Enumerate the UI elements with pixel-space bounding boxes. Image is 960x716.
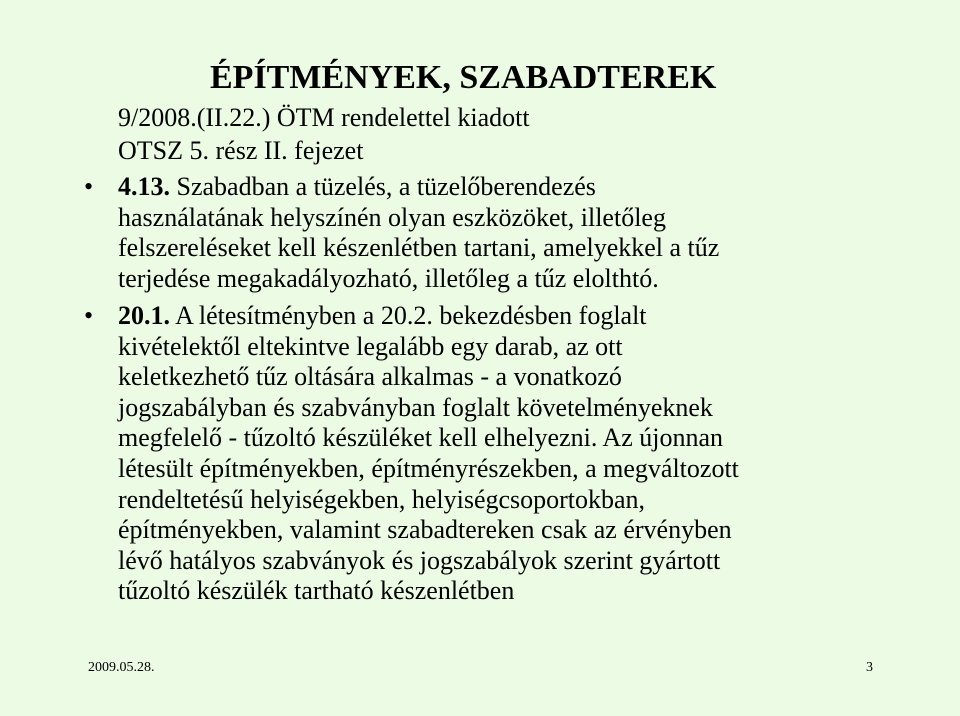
bullet-icon: • bbox=[84, 172, 94, 201]
bullet-text-line: építményekben, valamint szabadtereken csak az érvényben bbox=[118, 515, 732, 545]
bullet-text-line: keletkezhető tűz oltására alkalmas - a vonatkozó bbox=[118, 362, 622, 392]
bullet-text-line: kivételektől eltekintve legalább egy darab, az ott bbox=[118, 331, 623, 361]
bullet-text-line: használatának helyszínén olyan eszközöket, illetőleg bbox=[118, 202, 666, 232]
item-number: 20.1. bbox=[118, 301, 170, 330]
subtitle-chapter: OTSZ 5. rész II. fejezet bbox=[118, 136, 364, 165]
bullet-text-line: lévő hatályos szabványok és jogszabályok szerint gyártott bbox=[118, 545, 721, 575]
bullet-text-line: 20.1. A létesítményben a 20.2. bekezdésben foglalt bbox=[118, 301, 647, 330]
subtitle-decree: 9/2008.(II.22.) ÖTM rendelettel kiadott bbox=[118, 103, 530, 132]
page-number: 3 bbox=[866, 660, 873, 675]
slide-title: ÉPÍTMÉNYEK, SZABADTEREK bbox=[210, 59, 717, 96]
footer-date: 2009.05.28. bbox=[88, 660, 155, 675]
bullet-text-line: rendeltetésű helyiségekben, helyiségcsoportokban, bbox=[118, 484, 646, 514]
bullet-text bbox=[118, 301, 739, 607]
bullet-icon: • bbox=[84, 301, 94, 330]
bullet-text bbox=[118, 172, 719, 294]
bullet-text-line: felszereléseket kell készenlétben tartani, amelyekkel a tűz bbox=[118, 233, 720, 263]
bullet-text-line: terjedése megakadályozható, illetőleg a tűz elolthtó. bbox=[118, 263, 659, 293]
bullet-text-line: létesült építményekben, építményrészekben, a megváltozott bbox=[118, 453, 739, 483]
bullet-text-line: 4.13. Szabadban a tüzelés, a tüzelőberendezés bbox=[118, 172, 596, 201]
item-number: 4.13. bbox=[118, 172, 170, 201]
bullet-text-line: jogszabályban és szabványban foglalt követelményeknek bbox=[118, 392, 713, 422]
bullet-text-line: tűzoltó készülék tartható készenlétben bbox=[118, 576, 515, 606]
bullet-text-line: megfelelő - tűzoltó készüléket kell elhelyezni. Az újonnan bbox=[118, 423, 724, 453]
